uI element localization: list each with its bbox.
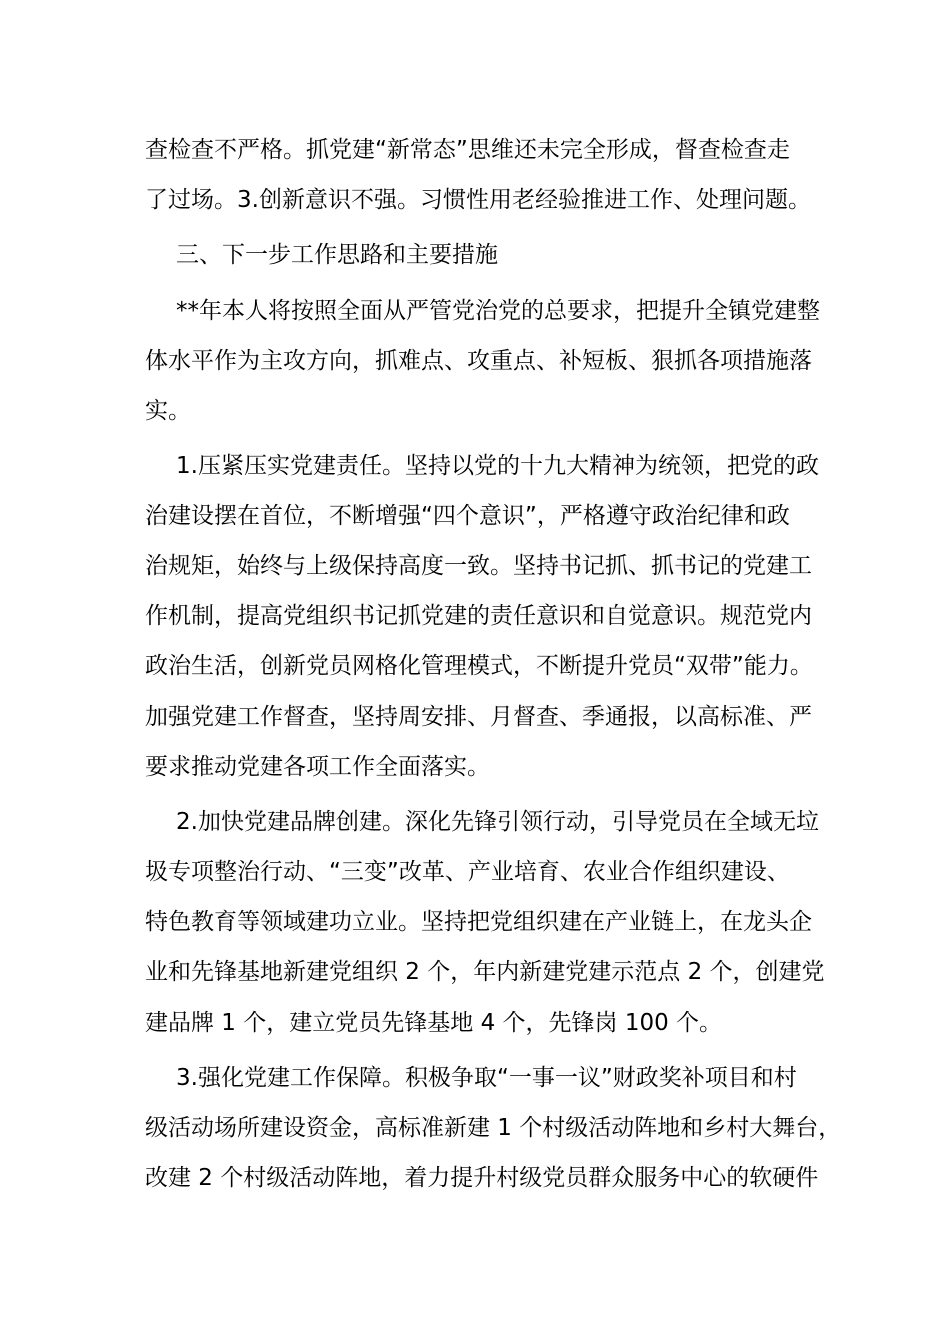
paragraph-line: 建品牌 1 个，建立党员先锋基地 4 个，先锋岗 100 个。	[145, 1010, 723, 1036]
paragraph-line: 2.加快党建品牌创建。深化先锋引领行动，引导党员在全域无垃	[176, 809, 819, 835]
paragraph-line: 级活动场所建设资金，高标准新建 1 个村级活动阵地和乡村大舞台，	[145, 1115, 842, 1141]
paragraph-line: 查检查不严格。抓党建“新常态”思维还未完全形成，督查检查走	[145, 137, 790, 163]
paragraph-line: 特色教育等领域建功立业。坚持把党组织建在产业链上，在龙头企	[145, 909, 812, 935]
paragraph-line: 实。	[145, 398, 191, 424]
paragraph-line: **年本人将按照全面从严管党治党的总要求，把提升全镇党建整	[176, 298, 820, 324]
paragraph-line: 了过场。3.创新意识不强。习惯性用老经验推进工作、处理问题。	[145, 187, 811, 213]
paragraph-line: 3.强化党建工作保障。积极争取“一事一议”财政奖补项目和村	[176, 1065, 797, 1091]
paragraph-line: 体水平作为主攻方向，抓难点、攻重点、补短板、狠抓各项措施落	[145, 348, 812, 374]
paragraph-line: 圾专项整治行动、“三变”改革、产业培育、农业合作组织建设、	[145, 859, 790, 885]
paragraph-line: 改建 2 个村级活动阵地，着力提升村级党员群众服务中心的软硬件	[145, 1165, 819, 1191]
paragraph-line: 要求推动党建各项工作全面落实。	[145, 754, 490, 780]
paragraph-line: 政治生活，创新党员网格化管理模式，不断提升党员“双带”能力。	[145, 653, 813, 679]
paragraph-line: 治规矩，始终与上级保持高度一致。坚持书记抓、抓书记的党建工	[145, 553, 812, 579]
paragraph-line: 作机制，提高党组织书记抓党建的责任意识和自觉意识。规范党内	[145, 603, 812, 629]
paragraph-line: 1.压紧压实党建责任。坚持以党的十九大精神为统领，把党的政	[176, 453, 819, 479]
paragraph-line: 业和先锋基地新建党组织 2 个，年内新建党建示范点 2 个，创建党	[145, 959, 825, 985]
section-heading: 三、下一步工作思路和主要措施	[176, 242, 498, 268]
paragraph-line: 治建设摆在首位，不断增强“四个意识”，严格遵守政治纪律和政	[145, 503, 790, 529]
paragraph-line: 加强党建工作督查，坚持周安排、月督查、季通报，以高标准、严	[145, 704, 812, 730]
